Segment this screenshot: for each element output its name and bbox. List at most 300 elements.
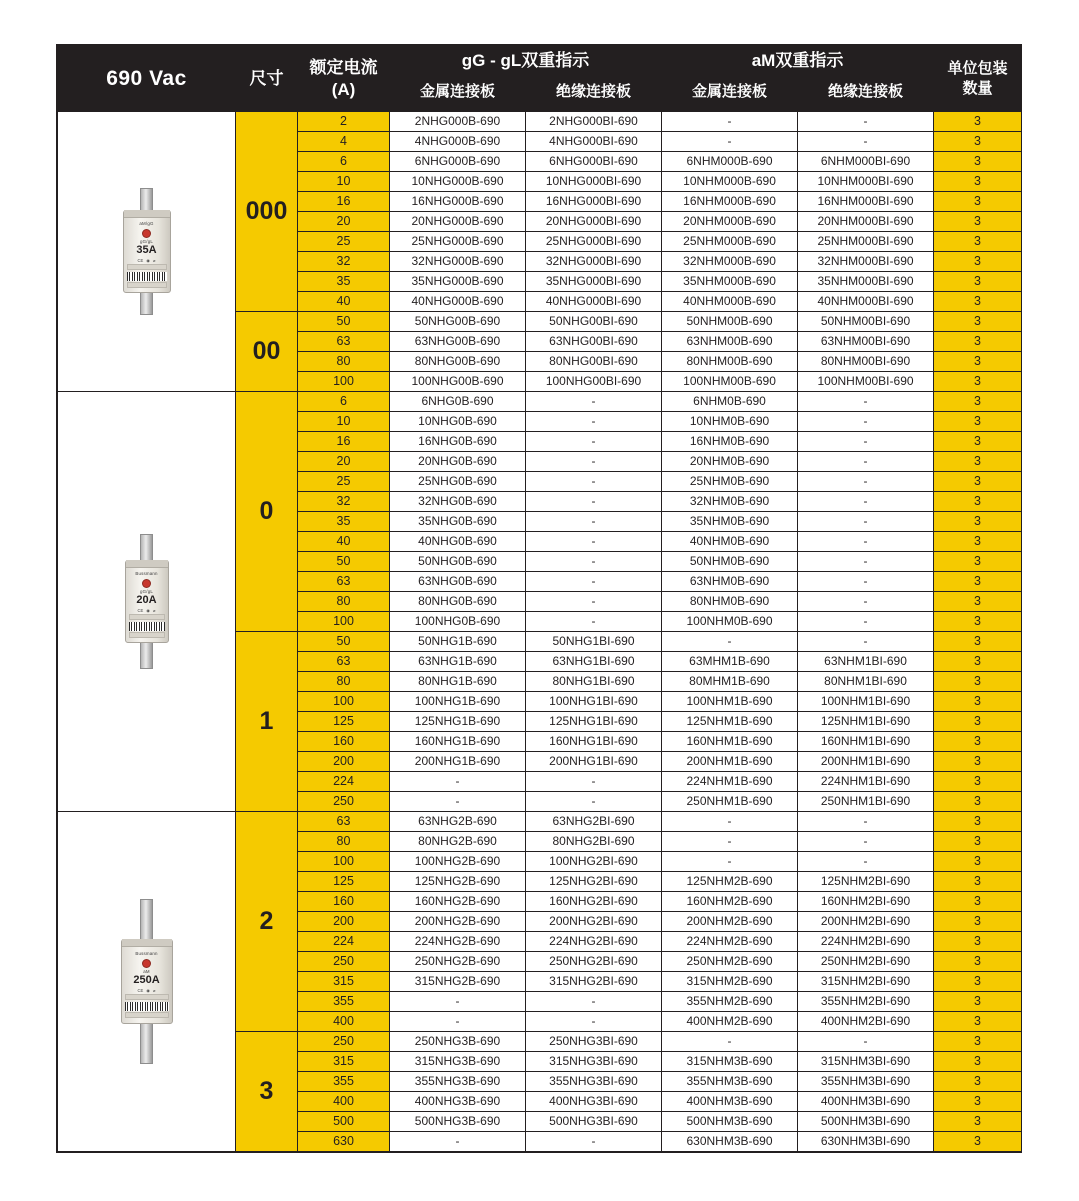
am-insulated-cell: - xyxy=(798,592,934,612)
amp-cell: 500 xyxy=(298,1112,390,1132)
gg-insulated-cell: 80NHG2BI-690 xyxy=(526,832,662,852)
gg-metal-cell: 25NHG0B-690 xyxy=(390,472,526,492)
amp-cell: 355 xyxy=(298,992,390,1012)
am-metal-cell: 35NHM000B-690 xyxy=(662,272,798,292)
amp-cell: 400 xyxy=(298,1092,390,1112)
am-metal-cell: 40NHM000B-690 xyxy=(662,292,798,312)
pack-qty-cell: 3 xyxy=(934,852,1022,872)
am-metal-cell: 6NHM0B-690 xyxy=(662,392,798,412)
fuse-blade-bottom xyxy=(140,643,153,669)
table-header xyxy=(58,46,1022,112)
am-metal-cell: 20NHM0B-690 xyxy=(662,452,798,472)
gg-insulated-cell: 32NHG000BI-690 xyxy=(526,252,662,272)
gg-metal-cell: 80NHG0B-690 xyxy=(390,592,526,612)
gg-insulated-cell: - xyxy=(526,1012,662,1032)
pack-qty-cell: 3 xyxy=(934,472,1022,492)
am-metal-cell: - xyxy=(662,112,798,132)
fuse-selection-table xyxy=(56,44,1022,1153)
gg-insulated-cell: - xyxy=(526,512,662,532)
gg-insulated-cell: - xyxy=(526,772,662,792)
gg-metal-cell: 200NHG2B-690 xyxy=(390,912,526,932)
fuse-blade-top xyxy=(140,188,153,210)
pack-qty-cell: 3 xyxy=(934,532,1022,552)
am-insulated-cell: - xyxy=(798,492,934,512)
gg-insulated-cell: 100NHG2BI-690 xyxy=(526,852,662,872)
am-metal-cell: 32NHM000B-690 xyxy=(662,252,798,272)
gg-metal-cell: 160NHG1B-690 xyxy=(390,732,526,752)
gg-insulated-cell: 125NHG1BI-690 xyxy=(526,712,662,732)
amp-cell: 100 xyxy=(298,692,390,712)
gg-metal-cell: 315NHG3B-690 xyxy=(390,1052,526,1072)
amp-cell: 16 xyxy=(298,192,390,212)
pack-qty-cell: 3 xyxy=(934,1132,1022,1152)
gg-metal-cell: 63NHG1B-690 xyxy=(390,652,526,672)
pack-qty-cell: 3 xyxy=(934,572,1022,592)
am-metal-cell: 125NHM1B-690 xyxy=(662,712,798,732)
amp-cell: 125 xyxy=(298,872,390,892)
gg-insulated-cell: 80NHG00BI-690 xyxy=(526,352,662,372)
gg-insulated-cell: - xyxy=(526,452,662,472)
pack-qty-cell: 3 xyxy=(934,752,1022,772)
indicator-dot xyxy=(143,580,150,587)
pack-qty-cell: 3 xyxy=(934,772,1022,792)
gg-metal-cell: 250NHG3B-690 xyxy=(390,1032,526,1052)
am-metal-cell: 40NHM0B-690 xyxy=(662,532,798,552)
amp-cell: 10 xyxy=(298,412,390,432)
am-insulated-cell: 10NHM000BI-690 xyxy=(798,172,934,192)
am-insulated-cell: - xyxy=(798,1032,934,1052)
gg-insulated-cell: 16NHG000BI-690 xyxy=(526,192,662,212)
amp-cell: 250 xyxy=(298,1032,390,1052)
pack-qty-cell: 3 xyxy=(934,552,1022,572)
am-insulated-cell: 315NHM3BI-690 xyxy=(798,1052,934,1072)
fuse-class: aM xyxy=(143,968,150,974)
amp-cell: 200 xyxy=(298,752,390,772)
am-insulated-cell: - xyxy=(798,452,934,472)
gg-metal-cell: 4NHG000B-690 xyxy=(390,132,526,152)
gg-insulated-cell: 100NHG1BI-690 xyxy=(526,692,662,712)
pack-qty-cell: 3 xyxy=(934,232,1022,252)
am-insulated-cell: - xyxy=(798,832,934,852)
am-insulated-cell: - xyxy=(798,552,934,572)
am-insulated-cell: 63NHM1BI-690 xyxy=(798,652,934,672)
gg-metal-cell: 50NHG1B-690 xyxy=(390,632,526,652)
am-insulated-cell: 160NHM1BI-690 xyxy=(798,732,934,752)
gg-insulated-cell: 250NHG3BI-690 xyxy=(526,1032,662,1052)
gg-metal-cell: - xyxy=(390,1012,526,1032)
amp-cell: 250 xyxy=(298,792,390,812)
gg-metal-cell: 35NHG0B-690 xyxy=(390,512,526,532)
amp-cell: 224 xyxy=(298,932,390,952)
am-insulated-cell: 63NHM00BI-690 xyxy=(798,332,934,352)
fuse-brand: Bussmann xyxy=(135,950,158,956)
am-insulated-cell: - xyxy=(798,112,934,132)
amp-cell: 32 xyxy=(298,492,390,512)
amp-cell: 80 xyxy=(298,832,390,852)
fuse-brand: aM/gG xyxy=(139,220,154,226)
header-size-label: 尺寸 xyxy=(236,46,298,112)
am-metal-cell: 20NHM000B-690 xyxy=(662,212,798,232)
indicator-dot xyxy=(143,230,150,237)
am-metal-cell: 16NHM000B-690 xyxy=(662,192,798,212)
am-insulated-cell: 100NHM1BI-690 xyxy=(798,692,934,712)
am-insulated-cell: 315NHM2BI-690 xyxy=(798,972,934,992)
fuse-barcode xyxy=(129,622,165,631)
am-insulated-cell: - xyxy=(798,132,934,152)
fuse-image-fuse-2 xyxy=(114,899,180,1065)
amp-cell: 6 xyxy=(298,392,390,412)
amp-cell: 25 xyxy=(298,232,390,252)
pack-qty-cell: 3 xyxy=(934,312,1022,332)
pack-qty-cell: 3 xyxy=(934,952,1022,972)
fuse-class: gG/gL xyxy=(140,588,153,594)
am-metal-cell: 400NHM3B-690 xyxy=(662,1092,798,1112)
gg-insulated-cell: - xyxy=(526,792,662,812)
am-metal-cell: - xyxy=(662,1032,798,1052)
pack-qty-cell: 3 xyxy=(934,172,1022,192)
gg-insulated-cell: 35NHG000BI-690 xyxy=(526,272,662,292)
pack-qty-cell: 3 xyxy=(934,412,1022,432)
fuse-label-strip-2 xyxy=(127,282,167,288)
gg-insulated-cell: 40NHG000BI-690 xyxy=(526,292,662,312)
am-metal-cell: 355NHM2B-690 xyxy=(662,992,798,1012)
am-insulated-cell: 25NHM000BI-690 xyxy=(798,232,934,252)
am-metal-cell: 63NHM00B-690 xyxy=(662,332,798,352)
gg-metal-cell: 80NHG00B-690 xyxy=(390,352,526,372)
pack-qty-cell: 3 xyxy=(934,272,1022,292)
gg-metal-cell: 2NHG000B-690 xyxy=(390,112,526,132)
fuse-rating: 20A xyxy=(136,594,157,607)
gg-metal-cell: 80NHG1B-690 xyxy=(390,672,526,692)
pack-qty-cell: 3 xyxy=(934,452,1022,472)
gg-metal-cell: 63NHG2B-690 xyxy=(390,812,526,832)
am-metal-cell: 10NHM0B-690 xyxy=(662,412,798,432)
am-insulated-cell: - xyxy=(798,412,934,432)
product-image-cell xyxy=(58,812,236,1152)
am-insulated-cell: 400NHM3BI-690 xyxy=(798,1092,934,1112)
am-insulated-cell: - xyxy=(798,472,934,492)
am-insulated-cell: 100NHM00BI-690 xyxy=(798,372,934,392)
am-metal-cell: 80MHM1B-690 xyxy=(662,672,798,692)
gg-metal-cell: 40NHG0B-690 xyxy=(390,532,526,552)
pack-qty-cell: 3 xyxy=(934,632,1022,652)
am-insulated-cell: 125NHM2BI-690 xyxy=(798,872,934,892)
amp-cell: 125 xyxy=(298,712,390,732)
gg-metal-cell: 63NHG00B-690 xyxy=(390,332,526,352)
am-metal-cell: 80NHM0B-690 xyxy=(662,592,798,612)
gg-metal-cell: 100NHG2B-690 xyxy=(390,852,526,872)
amp-cell: 160 xyxy=(298,892,390,912)
table-body xyxy=(58,112,1022,1152)
gg-insulated-cell: - xyxy=(526,1132,662,1152)
am-metal-cell: 160NHM2B-690 xyxy=(662,892,798,912)
header-gg-insulated: 绝缘连接板 xyxy=(526,72,662,112)
gg-metal-cell: 32NHG0B-690 xyxy=(390,492,526,512)
am-metal-cell: 25NHM000B-690 xyxy=(662,232,798,252)
fuse-label-strip xyxy=(129,614,165,620)
fuse-marks: CE ◉ ⌀ xyxy=(137,608,156,614)
amp-cell: 63 xyxy=(298,812,390,832)
gg-metal-cell: 100NHG00B-690 xyxy=(390,372,526,392)
header-current-line1: 额定电流 xyxy=(309,58,378,78)
fuse-blade-top xyxy=(140,534,153,560)
am-metal-cell: 63MHM1B-690 xyxy=(662,652,798,672)
am-metal-cell: 80NHM00B-690 xyxy=(662,352,798,372)
am-insulated-cell: 125NHM1BI-690 xyxy=(798,712,934,732)
header-am-insulated: 绝缘连接板 xyxy=(798,72,934,112)
gg-insulated-cell: 80NHG1BI-690 xyxy=(526,672,662,692)
am-insulated-cell: 6NHM000BI-690 xyxy=(798,152,934,172)
pack-qty-cell: 3 xyxy=(934,352,1022,372)
pack-qty-cell: 3 xyxy=(934,212,1022,232)
gg-insulated-cell: 20NHG000BI-690 xyxy=(526,212,662,232)
gg-metal-cell: - xyxy=(390,992,526,1012)
gg-insulated-cell: - xyxy=(526,412,662,432)
gg-insulated-cell: 2NHG000BI-690 xyxy=(526,112,662,132)
fuse-blade-top xyxy=(140,899,153,939)
amp-cell: 630 xyxy=(298,1132,390,1152)
pack-qty-cell: 3 xyxy=(934,1052,1022,1072)
amp-cell: 2 xyxy=(298,112,390,132)
gg-insulated-cell: 315NHG3BI-690 xyxy=(526,1052,662,1072)
gg-insulated-cell: 200NHG1BI-690 xyxy=(526,752,662,772)
header-voltage-title: 690 Vac xyxy=(58,46,236,112)
gg-insulated-cell: - xyxy=(526,532,662,552)
pack-qty-cell: 3 xyxy=(934,912,1022,932)
gg-metal-cell: - xyxy=(390,1132,526,1152)
fuse-blade-bottom xyxy=(140,1024,153,1064)
am-metal-cell: 630NHM3B-690 xyxy=(662,1132,798,1152)
am-metal-cell: - xyxy=(662,132,798,152)
am-metal-cell: 50NHM00B-690 xyxy=(662,312,798,332)
gg-metal-cell: 6NHG000B-690 xyxy=(390,152,526,172)
amp-cell: 32 xyxy=(298,252,390,272)
spec-table xyxy=(57,45,1022,1152)
header-current-label xyxy=(298,46,390,112)
amp-cell: 20 xyxy=(298,452,390,472)
am-metal-cell: 224NHM2B-690 xyxy=(662,932,798,952)
am-metal-cell: 50NHM0B-690 xyxy=(662,552,798,572)
am-metal-cell: - xyxy=(662,632,798,652)
gg-insulated-cell: 50NHG00BI-690 xyxy=(526,312,662,332)
am-insulated-cell: 250NHM1BI-690 xyxy=(798,792,934,812)
am-metal-cell: 500NHM3B-690 xyxy=(662,1112,798,1132)
amp-cell: 315 xyxy=(298,972,390,992)
am-metal-cell: 25NHM0B-690 xyxy=(662,472,798,492)
header-pack-line2: 数量 xyxy=(962,79,993,97)
am-insulated-cell: - xyxy=(798,812,934,832)
fuse-body xyxy=(121,939,173,1025)
gg-metal-cell: 400NHG3B-690 xyxy=(390,1092,526,1112)
am-metal-cell: 100NHM1B-690 xyxy=(662,692,798,712)
gg-insulated-cell: 250NHG2BI-690 xyxy=(526,952,662,972)
am-insulated-cell: 500NHM3BI-690 xyxy=(798,1112,934,1132)
fuse-class: gG/gL xyxy=(140,238,153,244)
gg-metal-cell: 500NHG3B-690 xyxy=(390,1112,526,1132)
gg-metal-cell: 315NHG2B-690 xyxy=(390,972,526,992)
size-cell: 3 xyxy=(236,1032,298,1152)
am-insulated-cell: 16NHM000BI-690 xyxy=(798,192,934,212)
pack-qty-cell: 3 xyxy=(934,252,1022,272)
gg-insulated-cell: 63NHG1BI-690 xyxy=(526,652,662,672)
fuse-blade-bottom xyxy=(140,293,153,315)
amp-cell: 6 xyxy=(298,152,390,172)
gg-metal-cell: 20NHG000B-690 xyxy=(390,212,526,232)
fuse-marks: CE ◉ ⌀ xyxy=(137,258,156,264)
amp-cell: 63 xyxy=(298,652,390,672)
gg-insulated-cell: 400NHG3BI-690 xyxy=(526,1092,662,1112)
gg-metal-cell: 35NHG000B-690 xyxy=(390,272,526,292)
pack-qty-cell: 3 xyxy=(934,392,1022,412)
gg-insulated-cell: 160NHG2BI-690 xyxy=(526,892,662,912)
gg-metal-cell: 125NHG2B-690 xyxy=(390,872,526,892)
fuse-image-fuse-000 xyxy=(114,188,180,316)
am-metal-cell: 10NHM000B-690 xyxy=(662,172,798,192)
pack-qty-cell: 3 xyxy=(934,932,1022,952)
gg-insulated-cell: 224NHG2BI-690 xyxy=(526,932,662,952)
amp-cell: 40 xyxy=(298,532,390,552)
pack-qty-cell: 3 xyxy=(934,992,1022,1012)
gg-insulated-cell: 63NHG2BI-690 xyxy=(526,812,662,832)
amp-cell: 100 xyxy=(298,852,390,872)
product-image-cell xyxy=(58,112,236,392)
gg-insulated-cell: 125NHG2BI-690 xyxy=(526,872,662,892)
am-metal-cell: 100NHM0B-690 xyxy=(662,612,798,632)
gg-insulated-cell: - xyxy=(526,392,662,412)
amp-cell: 315 xyxy=(298,1052,390,1072)
pack-qty-cell: 3 xyxy=(934,672,1022,692)
am-insulated-cell: - xyxy=(798,612,934,632)
gg-insulated-cell: - xyxy=(526,492,662,512)
fuse-label-strip-2 xyxy=(129,632,165,638)
header-current-line2: (A) xyxy=(331,79,356,99)
pack-qty-cell: 3 xyxy=(934,372,1022,392)
pack-qty-cell: 3 xyxy=(934,592,1022,612)
header-pack-line1: 单位包装 xyxy=(947,60,1008,77)
gg-insulated-cell: 160NHG1BI-690 xyxy=(526,732,662,752)
gg-insulated-cell: - xyxy=(526,572,662,592)
am-insulated-cell: 50NHM00BI-690 xyxy=(798,312,934,332)
gg-insulated-cell: 4NHG000BI-690 xyxy=(526,132,662,152)
fuse-brand: Bussmann xyxy=(135,570,158,576)
gg-insulated-cell: - xyxy=(526,432,662,452)
gg-metal-cell: 224NHG2B-690 xyxy=(390,932,526,952)
pack-qty-cell: 3 xyxy=(934,1112,1022,1132)
pack-qty-cell: 3 xyxy=(934,152,1022,172)
amp-cell: 16 xyxy=(298,432,390,452)
am-metal-cell: 6NHM000B-690 xyxy=(662,152,798,172)
pack-qty-cell: 3 xyxy=(934,732,1022,752)
am-insulated-cell: 200NHM2BI-690 xyxy=(798,912,934,932)
am-metal-cell: 160NHM1B-690 xyxy=(662,732,798,752)
amp-cell: 224 xyxy=(298,772,390,792)
amp-cell: 63 xyxy=(298,332,390,352)
pack-qty-cell: 3 xyxy=(934,872,1022,892)
am-metal-cell: 250NHM1B-690 xyxy=(662,792,798,812)
size-cell: 00 xyxy=(236,312,298,392)
amp-cell: 80 xyxy=(298,672,390,692)
am-insulated-cell: 80NHM1BI-690 xyxy=(798,672,934,692)
gg-metal-cell: 200NHG1B-690 xyxy=(390,752,526,772)
gg-insulated-cell: 100NHG00BI-690 xyxy=(526,372,662,392)
gg-metal-cell: 80NHG2B-690 xyxy=(390,832,526,852)
am-metal-cell: 200NHM2B-690 xyxy=(662,912,798,932)
am-metal-cell: - xyxy=(662,812,798,832)
fuse-barcode xyxy=(127,272,167,281)
am-metal-cell: - xyxy=(662,852,798,872)
am-metal-cell: 63NHM0B-690 xyxy=(662,572,798,592)
header-gg-metal: 金属连接板 xyxy=(390,72,526,112)
am-insulated-cell: 224NHM2BI-690 xyxy=(798,932,934,952)
amp-cell: 10 xyxy=(298,172,390,192)
am-metal-cell: 125NHM2B-690 xyxy=(662,872,798,892)
pack-qty-cell: 3 xyxy=(934,492,1022,512)
fuse-notch xyxy=(124,210,170,218)
header-am-metal: 金属连接板 xyxy=(662,72,798,112)
pack-qty-cell: 3 xyxy=(934,712,1022,732)
am-metal-cell: 200NHM1B-690 xyxy=(662,752,798,772)
gg-metal-cell: 40NHG000B-690 xyxy=(390,292,526,312)
am-metal-cell: 35NHM0B-690 xyxy=(662,512,798,532)
amp-cell: 50 xyxy=(298,312,390,332)
fuse-label-strip-2 xyxy=(125,1012,169,1018)
pack-qty-cell: 3 xyxy=(934,112,1022,132)
table-row xyxy=(58,112,1022,132)
pack-qty-cell: 3 xyxy=(934,512,1022,532)
gg-metal-cell: - xyxy=(390,772,526,792)
table-row xyxy=(58,392,1022,412)
gg-metal-cell: 10NHG0B-690 xyxy=(390,412,526,432)
am-metal-cell: 315NHM2B-690 xyxy=(662,972,798,992)
gg-metal-cell: 25NHG000B-690 xyxy=(390,232,526,252)
pack-qty-cell: 3 xyxy=(934,972,1022,992)
amp-cell: 250 xyxy=(298,952,390,972)
gg-metal-cell: 6NHG0B-690 xyxy=(390,392,526,412)
gg-metal-cell: 250NHG2B-690 xyxy=(390,952,526,972)
pack-qty-cell: 3 xyxy=(934,1032,1022,1052)
size-cell: 0 xyxy=(236,392,298,632)
pack-qty-cell: 3 xyxy=(934,792,1022,812)
am-metal-cell: 224NHM1B-690 xyxy=(662,772,798,792)
gg-metal-cell: - xyxy=(390,792,526,812)
size-cell: 2 xyxy=(236,812,298,1032)
pack-qty-cell: 3 xyxy=(934,132,1022,152)
table-row xyxy=(58,812,1022,832)
amp-cell: 80 xyxy=(298,352,390,372)
pack-qty-cell: 3 xyxy=(934,292,1022,312)
pack-qty-cell: 3 xyxy=(934,612,1022,632)
am-metal-cell: 400NHM2B-690 xyxy=(662,1012,798,1032)
gg-metal-cell: 32NHG000B-690 xyxy=(390,252,526,272)
am-insulated-cell: 160NHM2BI-690 xyxy=(798,892,934,912)
am-metal-cell: - xyxy=(662,832,798,852)
gg-metal-cell: 63NHG0B-690 xyxy=(390,572,526,592)
amp-cell: 25 xyxy=(298,472,390,492)
gg-insulated-cell: - xyxy=(526,472,662,492)
gg-metal-cell: 50NHG0B-690 xyxy=(390,552,526,572)
am-insulated-cell: 35NHM000BI-690 xyxy=(798,272,934,292)
fuse-marks: CE ◉ ⌀ xyxy=(137,988,156,994)
fuse-body xyxy=(123,210,171,294)
pack-qty-cell: 3 xyxy=(934,332,1022,352)
am-insulated-cell: 250NHM2BI-690 xyxy=(798,952,934,972)
gg-metal-cell: 16NHG0B-690 xyxy=(390,432,526,452)
gg-insulated-cell: - xyxy=(526,592,662,612)
amp-cell: 50 xyxy=(298,552,390,572)
am-metal-cell: 250NHM2B-690 xyxy=(662,952,798,972)
gg-insulated-cell: 50NHG1BI-690 xyxy=(526,632,662,652)
amp-cell: 4 xyxy=(298,132,390,152)
